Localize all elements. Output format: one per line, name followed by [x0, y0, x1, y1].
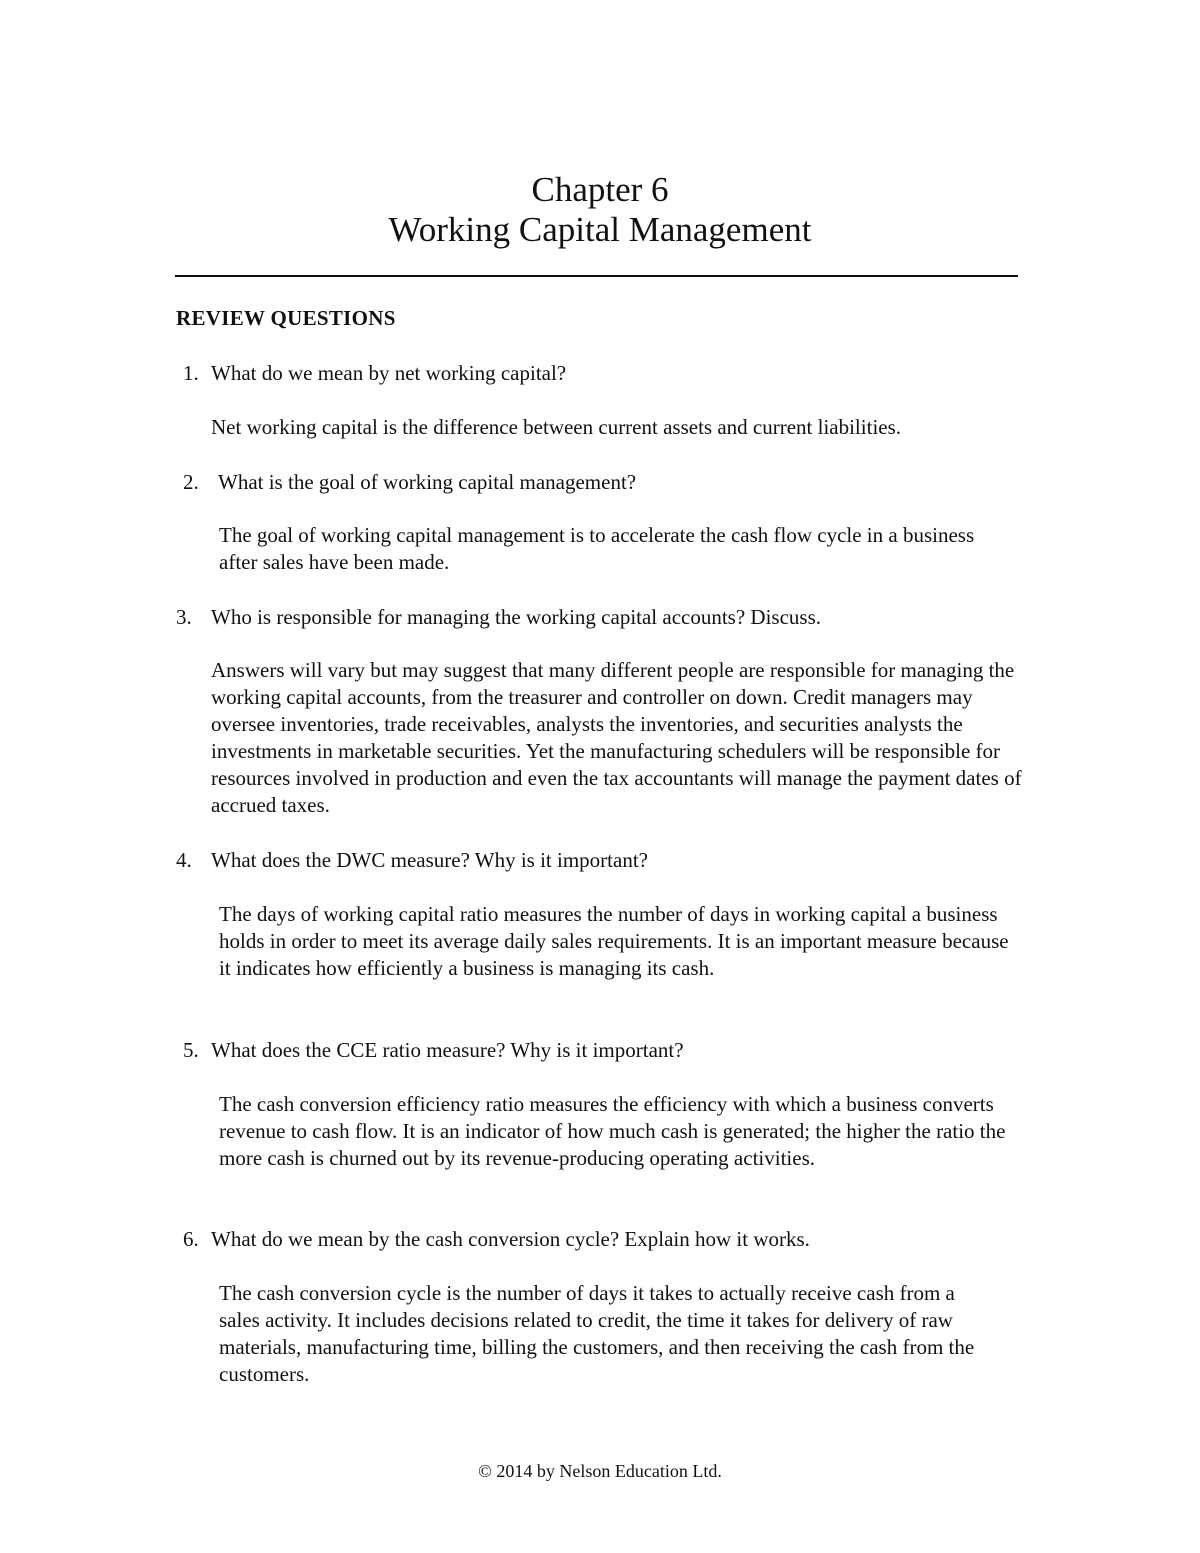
question-3 — [176, 604, 821, 631]
question-number: 6. — [183, 1227, 199, 1251]
question-5 — [183, 1037, 684, 1064]
chapter-title: Chapter 6 — [531, 170, 669, 209]
question-number: 3. — [176, 605, 192, 629]
question-4 — [176, 847, 648, 874]
answer-4: The days of working capital ratio measures the number of days in working capital a business holds in order to meet its average daily sales requirements. It is an important measure because it indicates how efficiently a business is managing its cash. — [219, 902, 1009, 980]
answer-6: The cash conversion cycle is the number of days it takes to actually receive cash from a sales activity. It includes decisions related to credit, the time it takes for delivery of raw materials, manufacturing time, billing the customers, and then receiving the cash from the customers. — [219, 1281, 975, 1386]
answer-3: Answers will vary but may suggest that many different people are responsible for managing the working capital accounts, from the treasurer and controller on down. Credit managers may oversee inventories, trade receivables, analysts the inventories, and securities analysts the investments in marketable securities. Yet the manufacturing schedulers will be responsible for resources involved in production and even the tax accountants will manage the payment dates of accrued taxes. — [211, 658, 1022, 817]
title-block — [0, 170, 1200, 250]
copyright-footer: © 2014 by Nelson Education Ltd. — [478, 1461, 722, 1481]
question-text: What is the goal of working capital management? — [218, 470, 637, 494]
answer-5: The cash conversion efficiency ratio measures the efficiency with which a business converts revenue to cash flow. It is an indicator of how much cash is generated; the higher the ratio the more cash is churned out by its revenue-producing operating activities. — [219, 1092, 1006, 1170]
question-text: What do we mean by the cash conversion cycle? Explain how it works. — [211, 1227, 810, 1251]
answer-2: The goal of working capital management is to accelerate the cash flow cycle in a business after sales have been made. — [219, 523, 975, 574]
answer-1: Net working capital is the difference between current assets and current liabilities. — [211, 415, 902, 439]
question-6 — [183, 1226, 810, 1253]
title-divider — [175, 275, 1018, 277]
chapter-subtitle: Working Capital Management — [388, 210, 812, 249]
question-text: What does the CCE ratio measure? Why is it important? — [211, 1038, 684, 1062]
question-text: What does the DWC measure? Why is it important? — [211, 848, 648, 872]
question-1 — [183, 360, 566, 387]
question-2 — [183, 469, 636, 496]
question-text: Who is responsible for managing the working capital accounts? Discuss. — [211, 605, 822, 629]
question-number: 4. — [176, 848, 192, 872]
question-number: 1. — [183, 361, 199, 385]
question-number: 2. — [183, 470, 199, 494]
question-number: 5. — [183, 1038, 199, 1062]
question-text: What do we mean by net working capital? — [211, 361, 567, 385]
section-heading: REVIEW QUESTIONS — [176, 306, 396, 330]
